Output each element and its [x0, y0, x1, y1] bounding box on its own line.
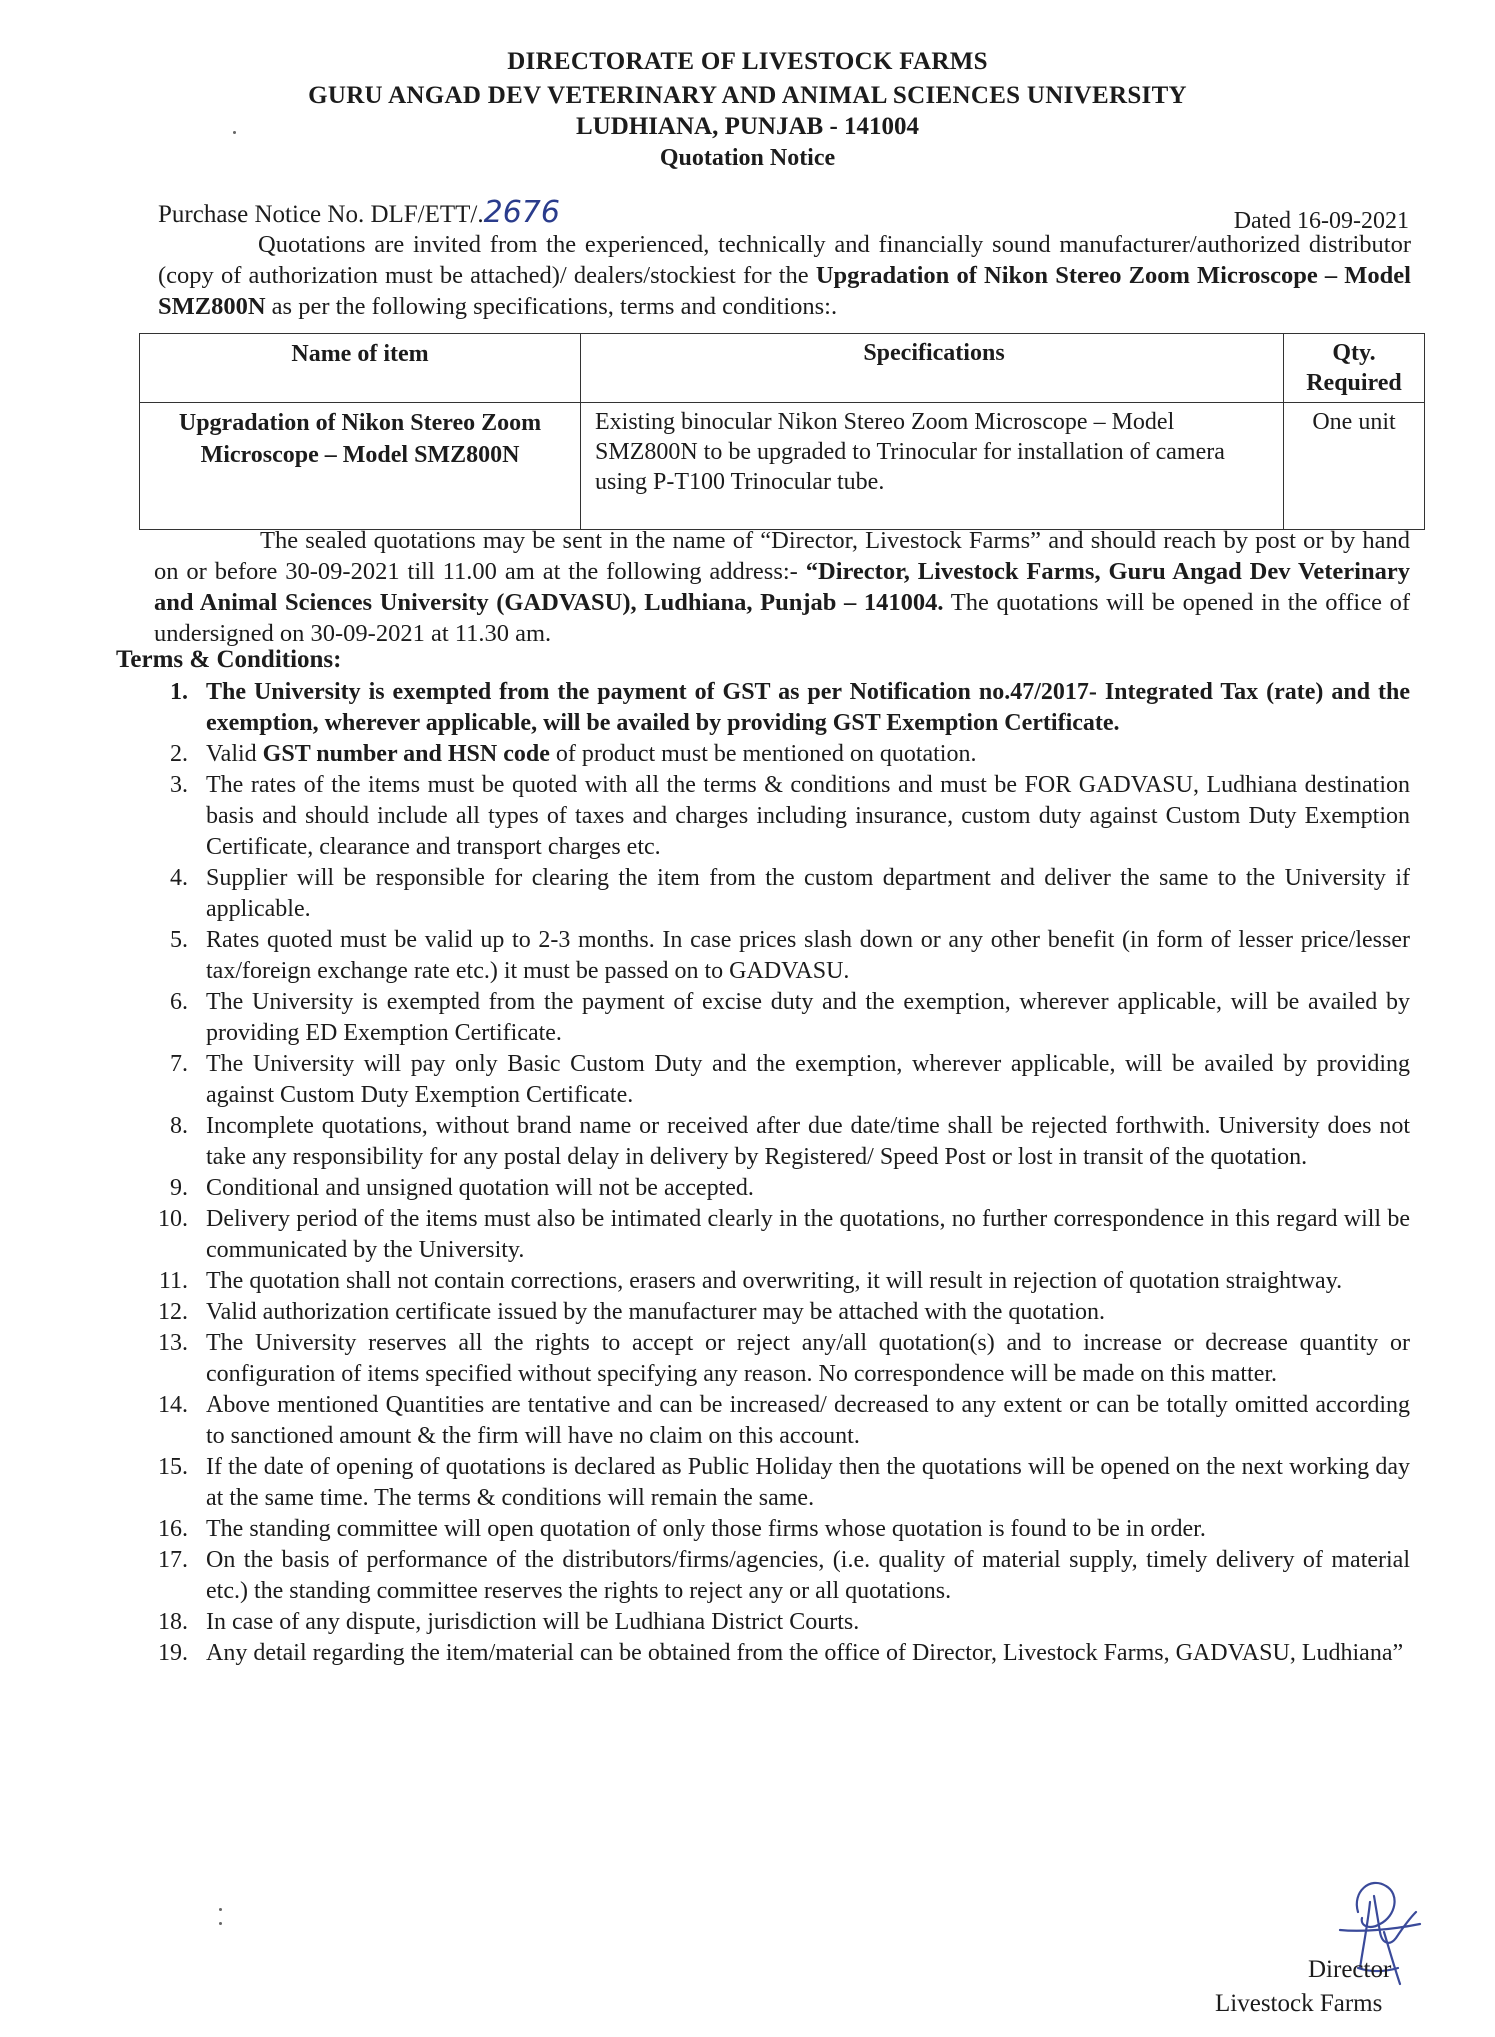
term-number: 18. [158, 1609, 188, 1635]
sealed-address: “Director, Livestock Farms, Guru Angad Dev Veterinary and Animal Sciences University (GADVASU), Ludhiana, Punjab – 141004. [154, 558, 1410, 616]
sealed-quotations-paragraph [154, 525, 1410, 649]
term-item [144, 677, 1410, 739]
term-item [144, 1111, 1410, 1173]
term-number: 11. [158, 1268, 188, 1294]
terms-title: Terms & Conditions: [116, 646, 342, 673]
term-text: Supplier will be responsible for clearing the item from the custom department and deliver the same to the University if applicable. [206, 865, 1410, 922]
term-number: 1. [170, 679, 188, 705]
term-text: The University will pay only Basic Custom Duty and the exemption, wherever applicable, will be availed by providing against Custom Duty Exemption Certificate. [206, 1051, 1410, 1108]
intro-paragraph [158, 229, 1411, 322]
header-name-of-item: Name of item [140, 334, 581, 403]
scan-speck [233, 131, 236, 134]
table-header-row [140, 334, 1425, 403]
term-text: Incomplete quotations, without brand name or received after due date/time shall be rejected forthwith. University does not take any responsibility for any postal delay in delivery by Registered/ Speed Post or lost in transit of the quotation. [206, 1113, 1410, 1170]
term-text: Delivery period of the items must also be intimated clearly in the quotations, no further correspondence in this regard will be communicated by the University. [206, 1206, 1410, 1263]
sealed-text-2: The quotations will be opened in the office of undersigned on 30-09-2021 at 11.30 am. [154, 589, 1410, 647]
purchase-notice-number: 2676 [483, 195, 560, 230]
term-text: Conditional and unsigned quotation will not be accepted. [206, 1175, 754, 1201]
term-item [144, 770, 1410, 863]
term-number: 7. [170, 1051, 188, 1077]
term-number: 3. [170, 772, 188, 798]
signatory-organization: Livestock Farms [1215, 1990, 1383, 2017]
term-text-post: of product must be mentioned on quotation. [549, 741, 977, 767]
term-number: 8. [170, 1113, 188, 1139]
term-text: In case of any dispute, jurisdiction will be Ludhiana District Courts. [206, 1609, 860, 1635]
term-text: The rates of the items must be quoted with all the terms & conditions and must be FOR GADVASU, Ludhiana destination basis and should include all types of taxes and charges including insurance, custom duty against Custom Duty Exemption Certificate, clearance and transport charges etc. [206, 772, 1410, 860]
intro-text-2: as per the following specifications, terms and conditions:. [265, 293, 838, 320]
term-item [144, 987, 1410, 1049]
term-number: 12. [158, 1299, 188, 1325]
term-item [144, 863, 1410, 925]
cell-quantity: One unit [1284, 403, 1425, 530]
term-item [144, 1514, 1410, 1545]
term-number: 2. [170, 741, 188, 767]
term-text-pre: Valid [206, 741, 263, 767]
term-item [144, 925, 1410, 987]
term-item [144, 1545, 1410, 1607]
term-item [144, 1173, 1410, 1204]
intro-item-name: Upgradation of Nikon Stereo Zoom Microscope – Model SMZ800N [158, 262, 1411, 320]
directorate-heading: DIRECTORATE OF LIVESTOCK FARMS [507, 48, 988, 75]
term-item [144, 1607, 1410, 1638]
address-heading: LUDHIANA, PUNJAB - 141004 [575, 113, 920, 140]
term-number: 5. [170, 927, 188, 953]
term-item [144, 1452, 1410, 1514]
header-qty-required: Qty. Required [1284, 334, 1425, 403]
term-number: 17. [158, 1547, 188, 1573]
purchase-notice-prefix: Purchase Notice No. DLF/ETT/. [158, 201, 484, 228]
terms-list [144, 677, 1410, 1669]
term-item [144, 1390, 1410, 1452]
term-text: The University reserves all the rights to accept or reject any/all quotation(s) and to increase or decrease quantity or configuration of items specified without specifying any reason. No correspondence will be made on this matter. [206, 1330, 1410, 1387]
term-text: On the basis of performance of the distributors/firms/agencies, (i.e. quality of material supply, timely delivery of material etc.) the standing committee reserves the rights to reject any or all quotations. [206, 1547, 1410, 1604]
term-number: 13. [158, 1330, 188, 1356]
university-heading: GURU ANGAD DEV VETERINARY AND ANIMAL SCIENCES UNIVERSITY [308, 82, 1187, 109]
term-text: Above mentioned Quantities are tentative and can be increased/ decreased to any extent or can be totally omitted according to sanctioned amount & the firm will have no claim on this account. [206, 1392, 1410, 1449]
cell-item-name: Upgradation of Nikon Stereo Zoom Microscope – Model SMZ800N [140, 403, 581, 530]
scan-speck [219, 1922, 222, 1925]
purchase-notice-line [158, 195, 560, 230]
term-item [144, 1297, 1410, 1328]
term-number: 19. [158, 1640, 188, 1666]
cell-specification: Existing binocular Nikon Stereo Zoom Microscope – Model SMZ800N to be upgraded to Trinocular for installation of camera using P-T100 Trinocular tube. [581, 403, 1284, 530]
table-row [140, 403, 1425, 530]
term-item [144, 739, 1410, 770]
scan-speck [219, 1908, 222, 1911]
term-number: 15. [158, 1454, 188, 1480]
term-text: The University is exempted from the payment of GST as per Notification no.47/2017- Integrated Tax (rate) and the exemption, wherever applicable, will be availed by providing GST Exemption Certificate. [206, 679, 1410, 736]
term-item [144, 1266, 1410, 1297]
header-specifications: Specifications [581, 334, 1284, 403]
signatory-title: Director [1308, 1956, 1392, 1983]
term-item [144, 1328, 1410, 1390]
term-item [144, 1204, 1410, 1266]
term-number: 6. [170, 989, 188, 1015]
term-text: The quotation shall not contain corrections, erasers and overwriting, it will result in rejection of quotation straightway. [206, 1268, 1343, 1294]
term-text: The standing committee will open quotation of only those firms whose quotation is found to be in order. [206, 1516, 1206, 1542]
term-text: The University is exempted from the payment of excise duty and the exemption, wherever applicable, will be availed by providing ED Exemption Certificate. [206, 989, 1410, 1046]
term-text: Any detail regarding the item/material can be obtained from the office of Director, Livestock Farms, GADVASU, Ludhiana” [206, 1640, 1404, 1666]
term-number: 4. [170, 865, 188, 891]
term-number: 14. [158, 1392, 188, 1418]
term-number: 10. [158, 1206, 188, 1232]
term-text: If the date of opening of quotations is declared as Public Holiday then the quotations will be opened on the next working day at the same time. The terms & conditions will remain the same. [206, 1454, 1410, 1511]
term-number: 16. [158, 1516, 188, 1542]
specification-table [139, 333, 1425, 530]
intro-text-1: Quotations are invited from the experienced, technically and financially sound manufacturer/authorized distributor (copy of authorization must be attached)/ dealers/stockiest for the [158, 231, 1411, 289]
notice-date: Dated 16-09-2021 [1233, 208, 1409, 234]
term-text-bold: GST number and HSN code [262, 741, 550, 767]
term-text: Rates quoted must be valid up to 2-3 months. In case prices slash down or any other benefit (in form of lesser price/lesser tax/foreign exchange rate etc.) it must be passed on to GADVASU. [206, 927, 1410, 984]
term-item [144, 1638, 1410, 1669]
term-text: Valid authorization certificate issued by the manufacturer may be attached with the quotation. [206, 1299, 1106, 1325]
sealed-text-1: The sealed quotations may be sent in the name of “Director, Livestock Farms” and should reach by post or by hand on or before 30-09-2021 till 11.00 am at the following address:- [154, 527, 1410, 585]
notice-title: Quotation Notice [659, 145, 836, 171]
term-item [144, 1049, 1410, 1111]
term-number: 9. [170, 1175, 188, 1201]
